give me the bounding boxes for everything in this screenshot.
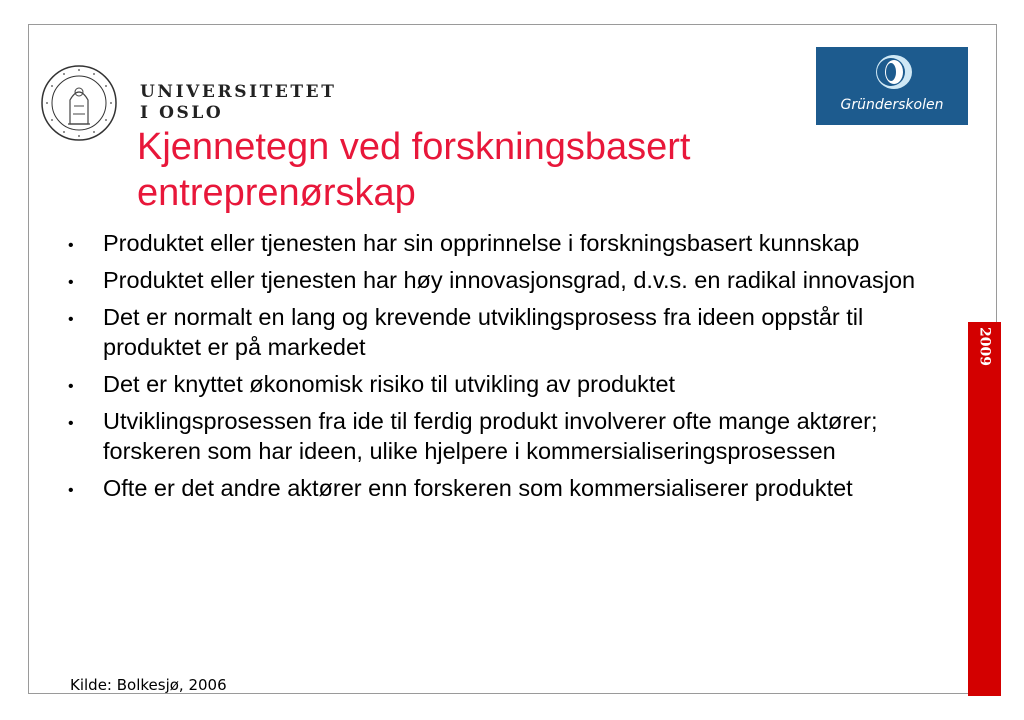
bullet-item bbox=[68, 369, 948, 399]
slide-title-line2: entreprenørskap bbox=[137, 172, 416, 214]
bullet-item bbox=[68, 302, 948, 362]
bullet-item bbox=[68, 406, 948, 466]
source-citation: Kilde: Bolkesjø, 2006 bbox=[70, 676, 227, 694]
bullet-marker: • bbox=[68, 482, 74, 499]
gruenderskolen-logo-icon bbox=[870, 53, 914, 91]
bullet-text: Det er knyttet økonomisk risiko til utvikling av produktet bbox=[103, 371, 676, 397]
gruenderskolen-logo bbox=[816, 47, 968, 125]
year-label: 2009 bbox=[976, 326, 993, 366]
bullet-marker: • bbox=[68, 237, 74, 254]
university-wordmark bbox=[140, 82, 337, 124]
bullet-marker: • bbox=[68, 311, 74, 328]
slide-title bbox=[137, 124, 897, 216]
bullet-text: Produktet eller tjenesten har høy innovasjonsgrad, d.v.s. en radikal innovasjon bbox=[103, 267, 916, 293]
year-sidebar bbox=[968, 322, 1001, 696]
bullet-list bbox=[68, 228, 948, 510]
bullet-marker: • bbox=[68, 274, 74, 291]
bullet-item bbox=[68, 473, 948, 503]
bullet-item bbox=[68, 265, 948, 295]
university-name-line1: UNIVERSITETET bbox=[140, 82, 337, 102]
university-name-line2: I OSLO bbox=[140, 103, 224, 123]
bullet-marker: • bbox=[68, 378, 74, 395]
bullet-text: Det er normalt en lang og krevende utviklingsprosess fra ideen oppstår til produktet er på markedet bbox=[103, 304, 864, 360]
bullet-text: Utviklingsprosessen fra ide til ferdig produkt involverer ofte mange aktører; forskeren som har ideen, ulike hjelpere i kommersialiseringsprosessen bbox=[103, 408, 878, 464]
bullet-item bbox=[68, 228, 948, 258]
bullet-marker: • bbox=[68, 415, 74, 432]
gruenderskolen-logo-text: Gründerskolen bbox=[840, 97, 944, 113]
bullet-text: Ofte er det andre aktører enn forskeren som kommersialiserer produktet bbox=[103, 475, 853, 501]
slide-title-line1: Kjennetegn ved forskningsbasert bbox=[137, 126, 691, 168]
bullet-text: Produktet eller tjenesten har sin opprinnelse i forskningsbasert kunnskap bbox=[103, 230, 860, 256]
university-seal-icon bbox=[40, 64, 118, 142]
